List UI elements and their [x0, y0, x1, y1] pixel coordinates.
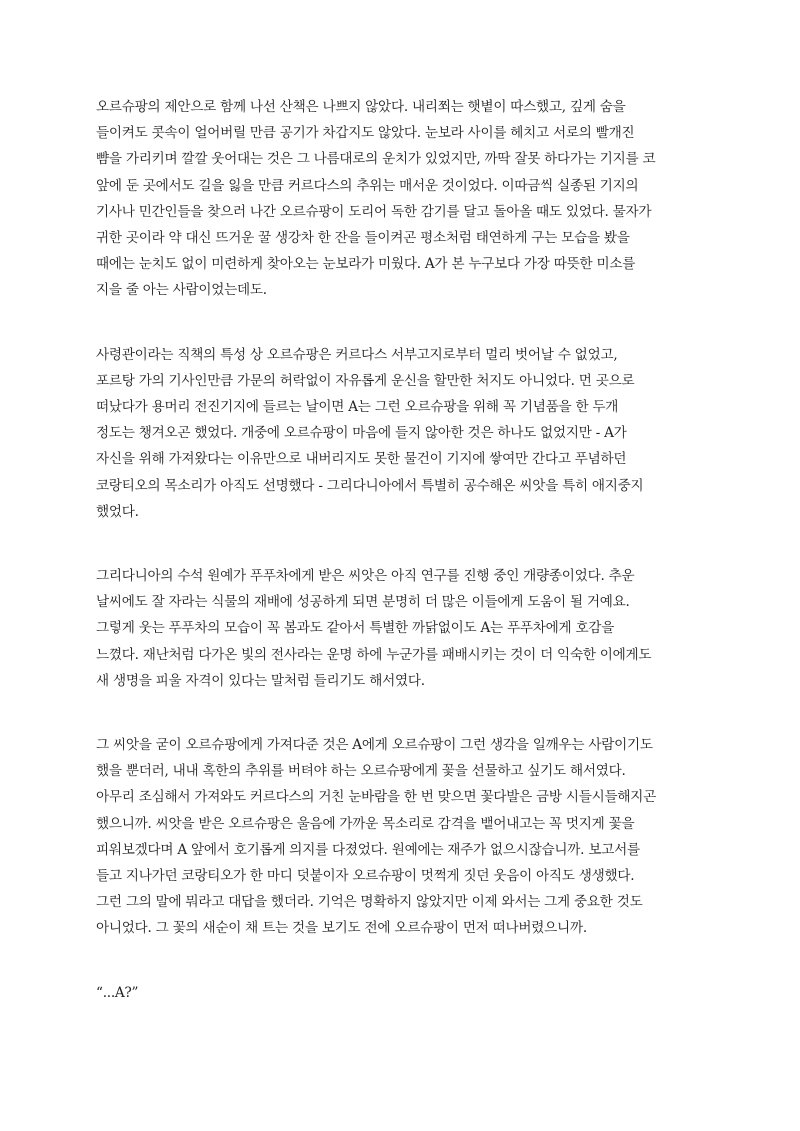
text-line: 정도는 챙겨오곤 했었다. 개중에 오르슈팡이 마음에 들지 않아한 것은 하나도 없었지만 - A가 [96, 425, 627, 442]
text-line: 느꼈다. 재난처럼 다가온 빛의 전사라는 운명 하에 누군가를 패배시키는 것이 더 익숙한 이에게도 [96, 646, 652, 663]
text-line: 들이켜도 콧속이 얼어버릴 만큼 공기가 차갑지도 않았다. 눈보라 사이를 헤치고 서로의 빨개진 [96, 125, 635, 142]
text-line: “...A?” [96, 984, 139, 1001]
text-line: 포르탕 가의 기사인만큼 가문의 허락없이 자유롭게 운신을 할만한 처지도 아니었다. 먼 곳으로 [96, 372, 635, 389]
text-line: 날씨에도 잘 자라는 식물의 재배에 성공하게 되면 분명히 더 많은 이들에게 도움이 될 거예요. [96, 594, 630, 611]
paragraph-2 [96, 342, 716, 525]
text-line: 자신을 위해 가져왔다는 이유만으로 내버리지도 못한 물건이 기지에 쌓여만 간다고 푸념하던 [96, 451, 627, 468]
text-line: 기사나 민간인들을 찾으러 나간 오르슈팡이 도리어 독한 감기를 달고 돌아올 때도 있었다. 물자가 [96, 203, 652, 220]
text-line: 귀한 곳이라 약 대신 뜨거운 꿀 생강차 한 잔을 들이켜곤 평소처럼 태연하게 구는 모습을 봤을 [96, 230, 630, 247]
paragraph-4 [96, 732, 716, 942]
text-line: 했으니까. 씨앗을 받은 오르슈팡은 울음에 가까운 목소리로 감격을 뱉어내고는 꼭 멋지게 꽃을 [96, 815, 635, 832]
text-line: 오르슈팡의 제안으로 함께 나선 산책은 나쁘지 않았다. 내리쬐는 햇볕이 따스했고, 깊게 숨을 [96, 99, 626, 115]
text-line: 아니었다. 그 꽃의 새순이 채 트는 것을 보기도 전에 오르슈팡이 먼저 떠나버렸으니까. [96, 920, 587, 937]
document-body [96, 94, 716, 1044]
text-line: 떠났다가 용머리 전진기지에 들르는 날이면 A는 그런 오르슈팡을 위해 꼭 기념품을 한 두개 [96, 399, 619, 416]
text-line: 그렇게 웃는 푸푸차의 모습이 꼭 봄과도 같아서 특별한 까닭없이도 A는 푸푸차에게 호감을 [96, 620, 615, 637]
text-line: 그리다니아의 수석 원예가 푸푸차에게 받은 씨앗은 아직 연구를 진행 중인 개량종이었다. 추운 [96, 568, 635, 585]
text-line: 새 생명을 피울 자격이 있다는 말처럼 들리기도 해서였다. [96, 672, 425, 689]
text-line: 했었다. [96, 503, 139, 520]
text-line: 앞에 둔 곳에서도 길을 잃을 만큼 커르다스의 추위는 매서운 것이었다. 이따금씩 실종된 기지의 [96, 177, 639, 194]
dialogue-line [96, 980, 716, 1006]
text-line: 들고 지나가던 코랑티오가 한 마디 덧붙이자 오르슈팡이 멋쩍게 짓던 웃음이 아직도 생생했다. [96, 868, 635, 885]
text-line: 뺨을 가리키며 깔깔 웃어대는 것은 그 나름대로의 운치가 있었지만, 까딱 잘못 하다가는 기지를 코 [96, 151, 656, 168]
text-line: 지을 줄 아는 사람이었는데도. [96, 282, 267, 299]
text-line: 피워보겠다며 A 앞에서 호기롭게 의지를 다졌었다. 원예에는 재주가 없으시잖습니까. 보고서를 [96, 841, 640, 858]
text-line: 사령관이라는 직책의 특성 상 오르슈팡은 커르다스 서부고지로부터 멀리 벗어날 수 없었고, [96, 346, 618, 363]
text-line: 코랑티오의 목소리가 아직도 선명했다 - 그리다니아에서 특별히 공수해온 씨앗을 특히 애지중지 [96, 477, 644, 494]
text-line: 했을 뿐더러, 내내 혹한의 추위를 버텨야 하는 오르슈팡에게 꽃을 선물하고 싶기도 해서였다. [96, 763, 626, 780]
text-line: 때에는 눈치도 없이 미련하게 찾아오는 눈보라가 미웠다. A가 본 누구보다 가장 따뜻한 미소를 [96, 256, 636, 273]
text-line: 아무리 조심해서 가져와도 커르다스의 거친 눈바람을 한 번 맞으면 꽃다발은 금방 시들시들해지곤 [96, 789, 657, 806]
text-line: 그런 그의 말에 뭐라고 대답을 했더라. 기억은 명확하지 않았지만 이제 와서는 그게 중요한 것도 [96, 894, 643, 911]
paragraph-1 [96, 94, 716, 304]
paragraph-3 [96, 563, 716, 694]
text-line: 그 씨앗을 굳이 오르슈팡에게 가져다준 것은 A에게 오르슈팡이 그런 생각을 일깨우는 사람이기도 [96, 737, 653, 754]
